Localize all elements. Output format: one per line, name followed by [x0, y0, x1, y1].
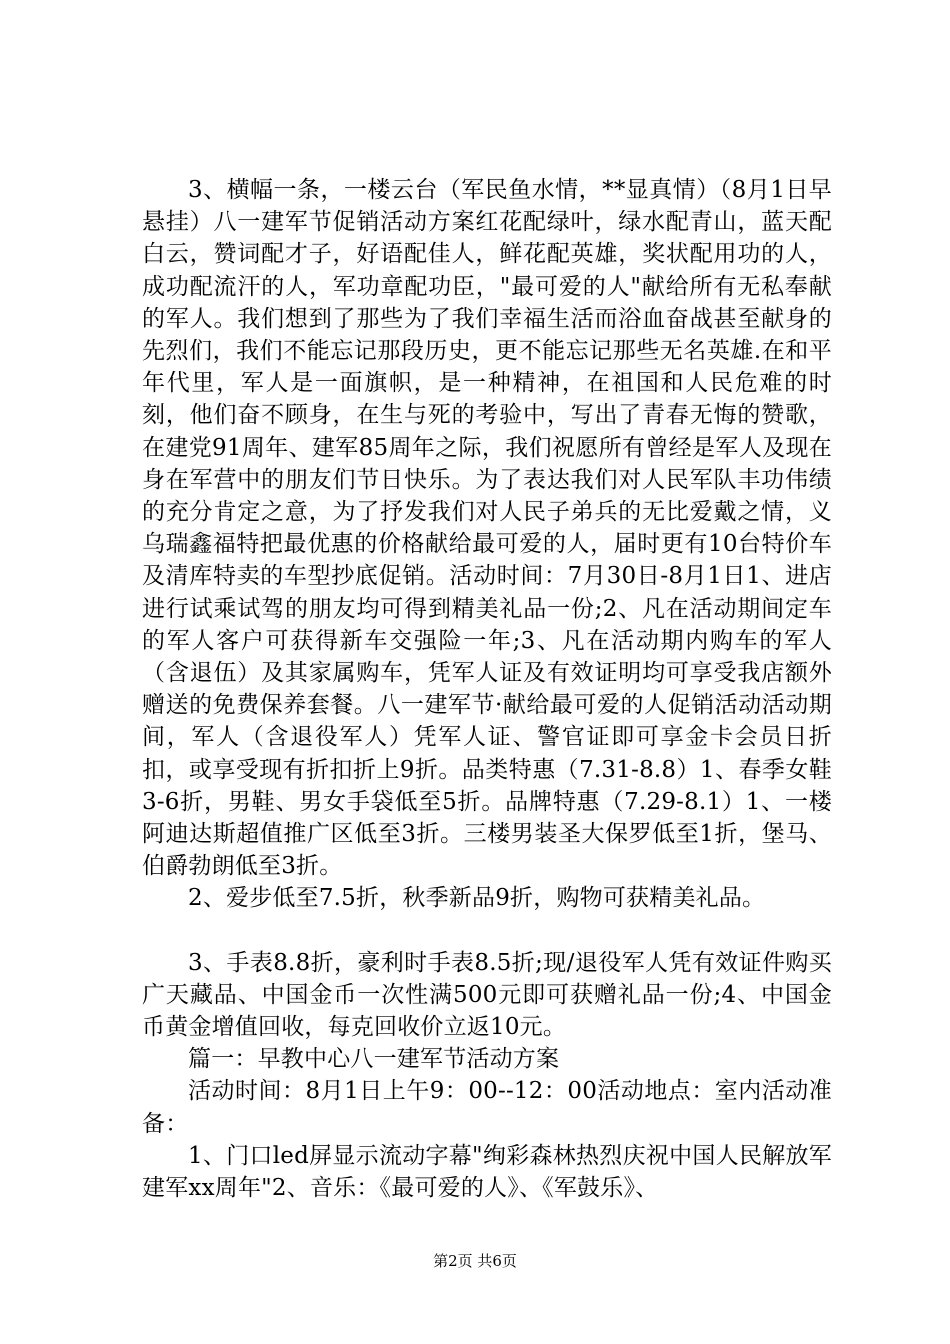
- page-indicator: 第2页 共6页: [433, 1252, 517, 1270]
- paragraph-2: 2、爱步低至7.5折，秋季新品9折，购物可获精美礼品。: [188, 885, 766, 912]
- paragraph-5: 1、门口led屏显示流动字幕"绚彩森林热烈庆祝中国人民解放军建军xx周年"2、音乐：《最可爱的人》、《军鼓乐》、: [142, 1142, 832, 1202]
- page-footer: [0, 1251, 950, 1271]
- paragraph-1: 3、横幅一条，一楼云台（军民鱼水情，**显真情）（8月1日早悬挂）八一建军节促销活动方案红花配绿叶，绿水配青山，蓝天配白云，赞词配才子，好语配佳人，鲜花配英雄，奖状配用功的人，成功配流汗的人，军功章配功臣，"最可爱的人"献给所有无私奉献的军人。我们想到了那些为了我们幸福生活而浴血奋战甚至献身的先烈们，我们不能忘记那段历史，更不能忘记那些无名英雄.在和平年代里，军人是一面旗帜，是一种精神，在祖国和人民危难的时刻，他们奋不顾身，在生与死的考验中，写出了青春无悔的赞歌，在建党91周年、建军85周年之际，我们祝愿所有曾经是军人及现在身在军营中的朋友们节日快乐。为了表达我们对人民军队丰功伟绩的充分肯定之意，为了抒发我们对人民子弟兵的无比爱戴之情，义乌瑞鑫福特把最优惠的价格献给最可爱的人，届时更有10台特价车及清库特卖的车型抄底促销。活动时间：7月30日-8月1日1、进店进行试乘试驾的朋友均可得到精美礼品一份;2、凡在活动期间定车的军人客户可获得新车交强险一年;3、凡在活动期内购车的军人（含退伍）及其家属购车，凭军人证及有效证明均可享受我店额外赠送的免费保养套餐。八一建军节·献给最可爱的人促销活动活动期间，军人（含退役军人）凭军人证、警官证即可享金卡会员日折扣，或享受现有折扣折上9折。品类特惠（7.31-8.8）1、春季女鞋3-6折，男鞋、男女手袋低至5折。品牌特惠（7.29-8.1）1、一楼阿迪达斯超值推广区低至3折。三楼男装圣大保罗低至1折，堡马、伯爵勃朗低至3折。: [142, 177, 832, 880]
- section-heading: 篇一：早教中心八一建军节活动方案: [188, 1046, 560, 1073]
- paragraph-4: 活动时间：8月1日上午9：00--12：00活动地点：室内活动准备：: [142, 1078, 832, 1137]
- document-body: [142, 174, 832, 1204]
- paragraph-3: 3、手表8.8折，豪利时手表8.5折;现/退役军人凭有效证件购买广天藏品、中国金币一次性满500元即可获赠礼品一份;4、中国金币黄金增值回收，每克回收价立返10元。: [142, 949, 832, 1041]
